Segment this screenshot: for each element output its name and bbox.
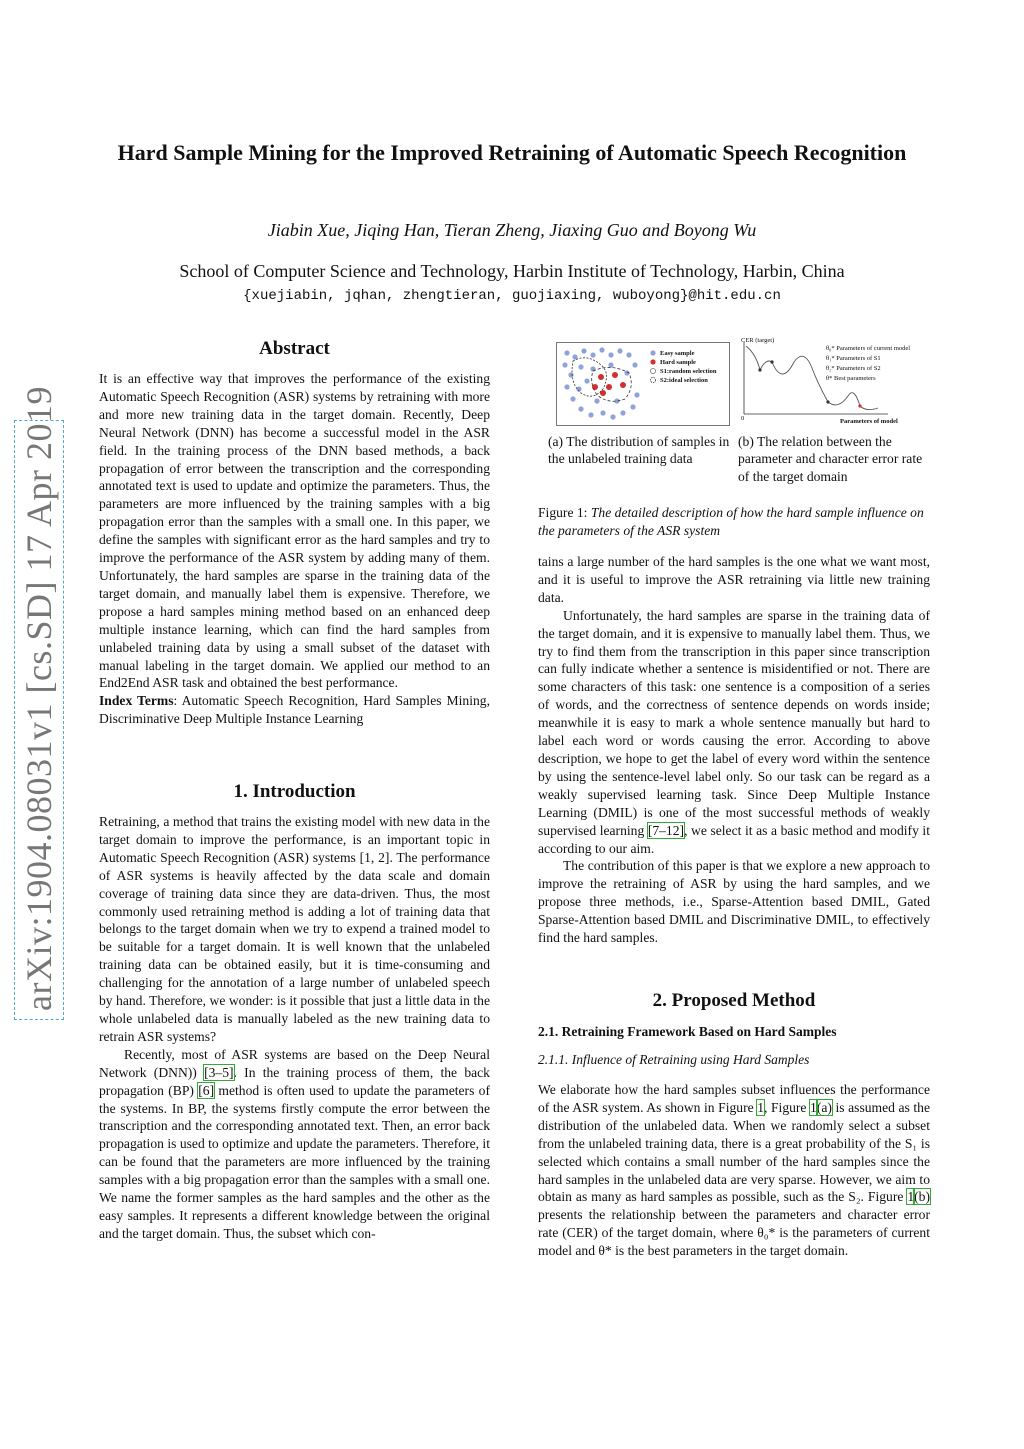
abstract-body: [99, 370, 490, 728]
index-terms: [99, 692, 490, 728]
subsubsection-2-1-1-heading: 2.1.1. Influence of Retraining using Hard Samples: [538, 1052, 810, 1067]
right-p2-text-a: Unfortunately, the hard samples are sparse in the training data of the target domain, and it is expensive to manually label them. Thus, we try to find them from the transcription in this paper since transcription can fully indicate whether a sentence is misidentified or not. There are some characters of this task: one sentence is a composition of a series of words, and the correctness of sentence depends on words inside; meanwhile it is easy to mark a whole sentence manually but hard to label each word or words causing the error. According to above description, we hope to get the label of every word within the sentence by using the sentence-level label only. So our task can be regard as a weakly supervised learning task. Since Deep Multiple Instance Learning (DMIL) is one of the most successful methods of weakly supervised learning: [538, 607, 930, 838]
legend-s1-params: Parameters of S1: [836, 355, 881, 362]
legend-s2: S2:ideal selection: [660, 377, 708, 384]
right-paragraph-1: tains a large number of the hard samples is the one what we want most, and it is useful to improve the ASR retraining via little new training data.: [538, 554, 930, 605]
figure-caption-text: The detailed description of how the hard sample influence on the parameters of the ASR system: [538, 505, 924, 538]
index-terms-label: Index Terms: [99, 693, 174, 709]
intro-paragraph-1: Retraining, a method that trains the existing model with new data in the target domain to improve the performance, is an important topic in Automatic Speech Recognition (ASR) systems [1, 2]. The performance of ASR systems is heavily affected by the data scale and domain coverage of training data since they are data-driven. Thus, the most commonly used retraining method is adding a lot of training data that belongs to the target domain when we try to expend a trained model to be suitable for a target domain. It is well known that the unlabeled training data can be obtained easily, but it is time-consuming and challenging for the annotation of a large number of unlabeled speech by hand. Therefore, we wonder: is it possible that just a little data in the whole unlabeled data is manually labeled as the new training data to retrain ASR systems?: [99, 814, 490, 1044]
paper-title: Hard Sample Mining for the Improved Retraining of Automatic Speech Recognition: [117, 140, 907, 165]
right-paragraph-4: [538, 1081, 930, 1260]
citation-link[interactable]: [6]: [198, 1082, 215, 1098]
plot-b-zero: 0: [741, 415, 745, 422]
intro-p2-text-c: method is often used to update the parameters of the systems. In BP, the systems firstly compute the error between the transcription and the corresponding annotated text. Then, an error back propagation is used to optimize and update the parameters. Therefore, it can be found that the parameters are more influenced by the training samples with a big propagation error than the samples with a small one. We name the former samples as the hard samples and the other as the easy samples. It represents a different knowledge between the original and the target domain. Thus, the subset which con-: [99, 1082, 490, 1241]
right-p2-text-b: , we select it as a basic method and modify it according to our aim.: [538, 822, 930, 856]
legend-best-params: Best parameters: [834, 375, 876, 382]
right-p4-text-b: , Figure: [764, 1099, 811, 1115]
intro-paragraph-2: [99, 1046, 490, 1243]
citation-link[interactable]: [7–12]: [647, 822, 685, 838]
legend-hard-sample: Hard sample: [660, 359, 696, 366]
right-paragraph-3: The contribution of this paper is that we explore a new approach to improve the retraining of ASR by using the hard samples, and we propose three methods, i.e., Sparse-Attention based DMIL, Gated Sparse-Attention based DMIL and Discriminative DMIL, to effectively find the hard samples.: [538, 858, 930, 946]
plot-a-legend-labels: [660, 349, 717, 385]
subsection-2-1-heading: 2.1. Retraining Framework Based on Hard Samples: [538, 1024, 837, 1039]
figure-caption-label: Figure 1:: [538, 505, 588, 520]
subfigure-link[interactable]: (b): [914, 1189, 930, 1205]
section-2-body: [538, 1081, 930, 1260]
figure-1b-panel: [738, 336, 928, 428]
plot-b-y-label: CER (target): [741, 337, 775, 344]
legend-s2-params: Parameters of S2: [836, 365, 881, 372]
figure-1a-panel: [556, 342, 730, 426]
arxiv-identifier: arXiv:1904.08031v1 [cs.SD] 17 Apr 2019: [14, 420, 64, 1020]
proposed-method-heading: 2. Proposed Method: [652, 990, 816, 1011]
intro-p2-text-a: Recently, most of ASR systems are based on the Deep Neural Network (DNN)): [99, 1046, 490, 1080]
index-terms-text: : Automatic Speech Recognition, Hard Samples Mining, Discriminative Deep Multiple Instance Learning: [99, 693, 490, 727]
figure-link[interactable]: 1: [907, 1189, 915, 1205]
author-list: Jiabin Xue, Jiqing Han, Tieran Zheng, Jiaxing Guo and Boyong Wu: [267, 220, 757, 240]
intro-p2-text-b: . In the training process of them, the back propagation (BP): [99, 1064, 490, 1098]
right-column-body: [538, 553, 930, 947]
citation-link[interactable]: [3–5]: [204, 1064, 234, 1080]
figure-link[interactable]: 1: [810, 1099, 817, 1115]
right-p4-text-d: presents the relationship between the parameters and character error rate (CER) of the target domain, where θ₀* is the parameters of current model and θ* is the best parameters in the target domain.: [538, 1207, 930, 1259]
introduction-heading: 1. Introduction: [233, 781, 356, 802]
plot-b-x-label: Parameters of model: [840, 418, 898, 425]
right-paragraph-2: [538, 607, 930, 858]
legend-current-model: Parameters of current model: [836, 345, 911, 352]
figure-1-caption: [538, 504, 930, 540]
figure-link[interactable]: 1: [757, 1099, 765, 1115]
right-p4-text-c: is assumed as the distribution of the unlabeled data. When we randomly select a subset from the unlabeled training data, there is a great probability of the S₁ is selected which contains a small number of the hard samples since the hard samples in the unlabeled data are very sparse. However, we aim to obtain as many as hard samples as possible, such as the S₂. Figure: [538, 1099, 930, 1205]
abstract-heading: Abstract: [259, 338, 330, 359]
plot-a-legend: [650, 350, 655, 382]
affiliation: School of Computer Science and Technology, Harbin Institute of Technology, Harbin, China: [179, 261, 845, 281]
legend-easy-sample: Easy sample: [660, 350, 695, 357]
abstract-text: It is an effective way that improves the performance of the existing Automatic Speech Recognition (ASR) systems by retraining with more and more new training data in the target domain. Recently, Deep Neural Network (DNN) has become a successful model in the ASR field. In the training process of the DNN based methods, a back propagation of error between the transcription and the corresponding annotated text is used to update and optimize the parameters. Thus, the parameters are more influenced by the training samples with a big propagation error than the samples with a small one. In this paper, we define the samples with significant error as the hard samples and try to improve the performance of the ASR system by adding many of them. Unfortunately, the hard samples are sparse in the training data of the target domain, and manually label them is expensive. Therefore, we propose a hard samples mining method based on an enhanced deep multiple instance learning, which can find the hard samples from unlabeled training data by using a small subset of the dataset with manual labeling in the target domain. We applied our method to an End2End ASR task and obtained the best performance.: [99, 371, 490, 691]
author-emails: {xuejiabin, jqhan, zhengtieran, guojiaxing, wuboyong}@hit.edu.cn: [243, 288, 781, 304]
right-p4-text-a: We elaborate how the hard samples subset influences the performance of the ASR system. As shown in Figure: [538, 1082, 930, 1115]
subfigure-link[interactable]: (a): [816, 1099, 832, 1115]
subfigure-b-caption: (b) The relation between the parameter and character error rate of the target domain: [738, 434, 923, 484]
plot-b-legend: θ₀* Parameters of current model θ₁* Parameters of S1 θ₂* Parameters of S2 θ* Best parameters: [826, 345, 911, 382]
legend-s1: S1:random selection: [660, 368, 717, 375]
subfigure-a-caption: (a) The distribution of samples in the unlabeled training data: [548, 434, 730, 467]
introduction-body: [99, 813, 490, 1243]
